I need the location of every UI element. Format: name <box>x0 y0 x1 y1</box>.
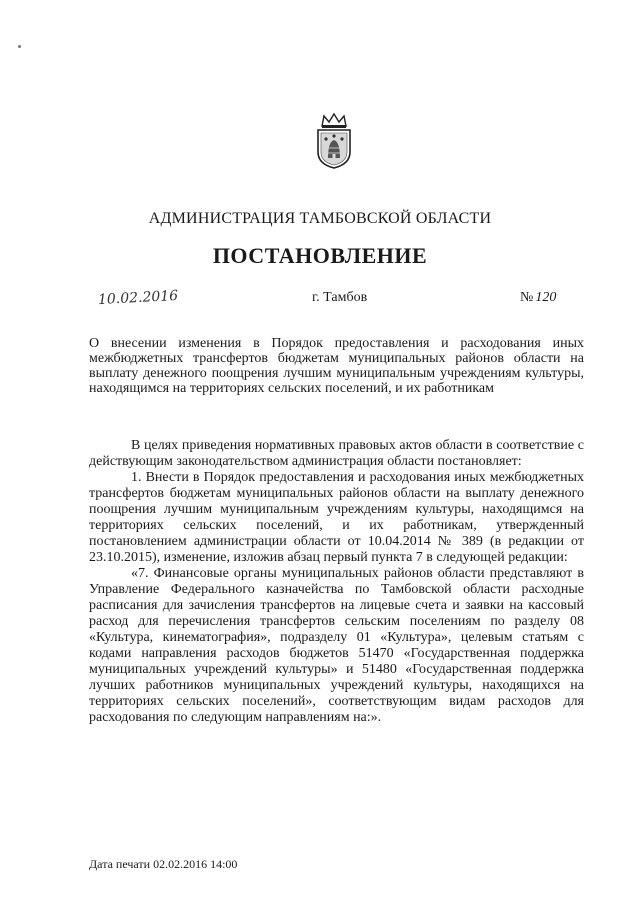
document-number <box>520 290 556 306</box>
clause-7-quote-paragraph: «7. Финансовые органы муниципальных районов области представляют в Управление Федерального казначейства по Тамбовской области расходные расписания для зачисления трансфертов на лицевые счета и заявки на кассовый расход для перечисления трансфертов сельским поселениям по разделу 08 «Культура, кинематография», подразделу 01 «Культура», целевым статьям с кодами направления расходов бюджетов 51470 «Государственная поддержка муниципальных учреждений культуры» и 51480 «Государственная поддержка лучших работников муниципальных учреждений культуры, находящихся на территориях сельских поселений», соответствующим видам расходов для расходования по следующим направлениям на:». <box>89 566 584 725</box>
document-subject: О внесении изменения в Порядок предоставления и расходования иных межбюджетных трансфертов бюджетам муниципальных районов области на выплату денежного поощрения лучшим муниципальным учреждениям культуры, находящимся на территориях сельских поселений, и их работникам <box>89 336 584 396</box>
coat-of-arms-icon <box>312 112 356 170</box>
clause-1-paragraph: 1. Внести в Порядок предоставления и расходования иных межбюджетных трансфертов бюджетам муниципальных районов области на выплату денежного поощрения лучшим муниципальным учреждениям культуры, находящимся на территориях сельских поселений, и их работникам, утвержденный постановлением администрации области от 10.04.2014 № 389 (в редакции от 23.10.2015), изменение, изложив абзац первый пункта 7 в следующей редакции: <box>89 470 584 565</box>
scan-speck <box>18 45 21 48</box>
number-sign: № <box>520 290 534 305</box>
print-date: Дата печати 02.02.2016 14:00 <box>89 857 238 871</box>
document-type-title: ПОСТАНОВЛЕНИЕ <box>212 243 428 268</box>
document-city: г. Тамбов <box>312 290 368 305</box>
agency-title: АДМИНИСТРАЦИЯ ТАМБОВСКОЙ ОБЛАСТИ <box>148 210 492 227</box>
preamble-paragraph: В целях приведения нормативных правовых актов области в соответствие с действующим законодательством администрация области постановляет: <box>89 438 584 469</box>
number-value: 120 <box>535 290 557 305</box>
document-body <box>89 438 584 726</box>
document-date: 10.02.2016 <box>97 287 179 309</box>
